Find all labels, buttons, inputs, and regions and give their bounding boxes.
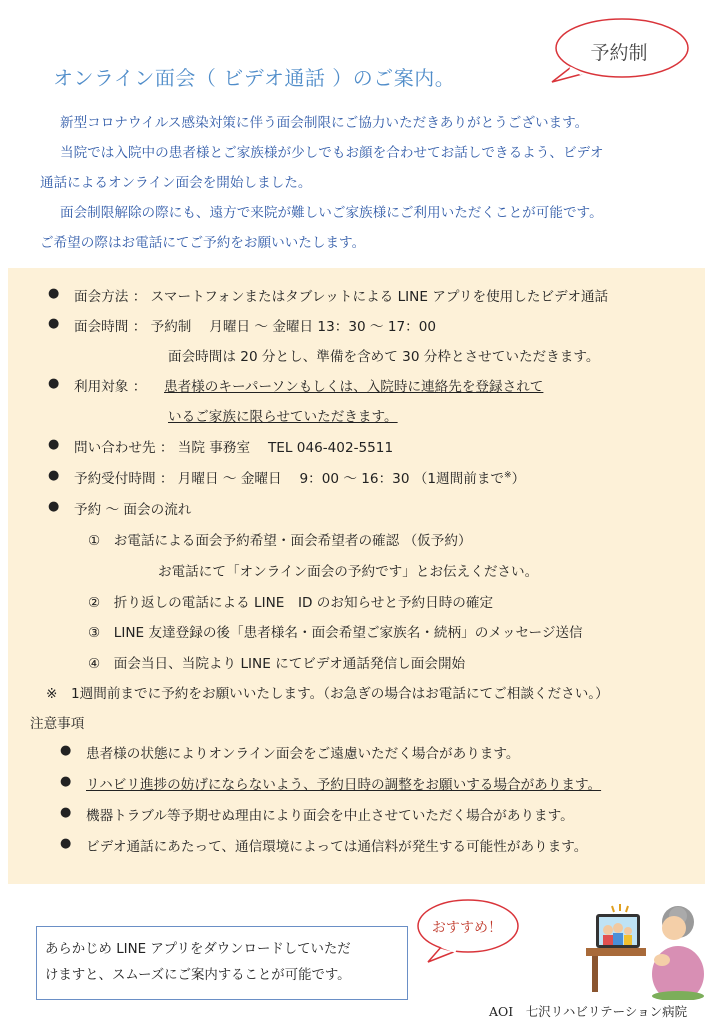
reservation-badge bbox=[548, 16, 690, 86]
note-item-2: リハビリ進捗の妨げにならないよう、予約日時の調整をお願いする場合があります。 bbox=[86, 777, 602, 793]
recommend-line-2: けますと、スムーズにご案内することが可能です。 bbox=[45, 968, 351, 983]
intro-paragraph-3b: ご希望の際はお電話にてご予約をお願いいたします。 bbox=[40, 235, 366, 251]
recommend-bubble-label: おすすめ！ bbox=[431, 920, 503, 936]
flow-title: 予約 ～ 面会の流れ bbox=[74, 502, 192, 518]
contact-row: 問い合わせ先 ： 当院 事務室 TEL 046-402-5511 bbox=[74, 440, 394, 456]
flow-step-1-note: お電話にて「オンライン面会の予約です」とお伝えください。 bbox=[158, 564, 539, 580]
reservation-badge-label: 予約制 bbox=[590, 42, 648, 64]
flow-step-1: ① お電話による面会予約希望・面会希望者の確認 （仮予約） bbox=[88, 533, 472, 549]
intro-paragraph-2a: 当院では入院中の患者様とご家族様が少しでもお顔を合わせてお話しできるよう、ビデオ bbox=[60, 145, 604, 161]
notes-heading: 注意事項 bbox=[30, 716, 85, 732]
reception-mark: ※ bbox=[504, 470, 512, 481]
bullet-icon: ● bbox=[48, 437, 60, 452]
reception-row bbox=[74, 467, 525, 487]
footnote: ※ 1週間前までに予約をお願いいたします。（お急ぎの場合はお電話にてご相談ください。） bbox=[46, 686, 609, 702]
recommend-line-1: あらかじめ LINE アプリをダウンロードしていただ bbox=[45, 942, 351, 957]
target-line-2: いるご家族に限らせていただきます。 bbox=[168, 409, 398, 425]
recommend-bubble bbox=[412, 896, 522, 966]
grandmother-video-call-icon bbox=[582, 876, 706, 1000]
hospital-name: AOI 七沢リハビリテーション病院 bbox=[489, 1004, 688, 1019]
bullet-icon: ● bbox=[48, 376, 60, 391]
bullet-icon: ● bbox=[48, 499, 60, 514]
bullet-icon: ● bbox=[60, 836, 72, 851]
hours-note: 面会時間は 20 分とし、準備を含めて 30 分枠とさせていただきます。 bbox=[168, 349, 600, 365]
bullet-icon: ● bbox=[48, 316, 60, 331]
bullet-icon: ● bbox=[48, 286, 60, 301]
intro-paragraph-1: 新型コロナウイルス感染対策に伴う面会制限にご協力いただきありがとうございます。 bbox=[60, 115, 589, 131]
target-label: 利用対象 ： bbox=[74, 379, 147, 395]
hours-row: 面会時間 ： 予約制 月曜日 ～ 金曜日 13：30 ～ 17：00 bbox=[74, 319, 437, 335]
intro-paragraph-3a: 面会制限解除の際にも、遠方で来院が難しいご家族様にご利用いただくことが可能です。 bbox=[60, 205, 603, 221]
reception-text: 予約受付時間 ： 月曜日 ～ 金曜日 9：00 ～ 16：30 （1週間前まで bbox=[74, 471, 505, 487]
intro-paragraph-2b: 通話によるオンライン面会を開始しました。 bbox=[40, 175, 312, 191]
flow-step-2: ② 折り返しの電話による LINE ID のお知らせと予約日時の確定 bbox=[88, 595, 494, 611]
note-item-1: 患者様の状態によりオンライン面会をご遠慮いただく場合があります。 bbox=[86, 746, 520, 762]
flow-step-4: ④ 面会当日、当院より LINE にてビデオ通話発信し面会開始 bbox=[88, 656, 466, 672]
reception-end: ） bbox=[511, 471, 526, 487]
intro-text bbox=[40, 108, 690, 258]
bullet-icon: ● bbox=[48, 468, 60, 483]
flow-step-3: ③ LINE 友達登録の後「患者様名・面会希望ご家族名・続柄」のメッセージ送信 bbox=[88, 625, 583, 641]
target-line-1: 患者様のキーパーソンもしくは、入院時に連絡先を登録されて bbox=[164, 379, 544, 395]
bullet-icon: ● bbox=[60, 743, 72, 758]
bullet-icon: ● bbox=[60, 805, 72, 820]
recommend-box bbox=[36, 926, 408, 1000]
bullet-icon: ● bbox=[60, 774, 72, 789]
method-row: 面会方法 ： スマートフォンまたはタブレットによる LINE アプリを使用したビデオ通話 bbox=[74, 289, 609, 305]
note-item-4: ビデオ通話にあたって、通信環境によっては通信料が発生する可能性があります。 bbox=[86, 839, 588, 855]
page-title: オンライン面会（ ビデオ通話 ）のご案内。 bbox=[53, 66, 456, 90]
note-item-3: 機器トラブル等予期せぬ理由により面会を中止させていただく場合があります。 bbox=[86, 808, 574, 824]
